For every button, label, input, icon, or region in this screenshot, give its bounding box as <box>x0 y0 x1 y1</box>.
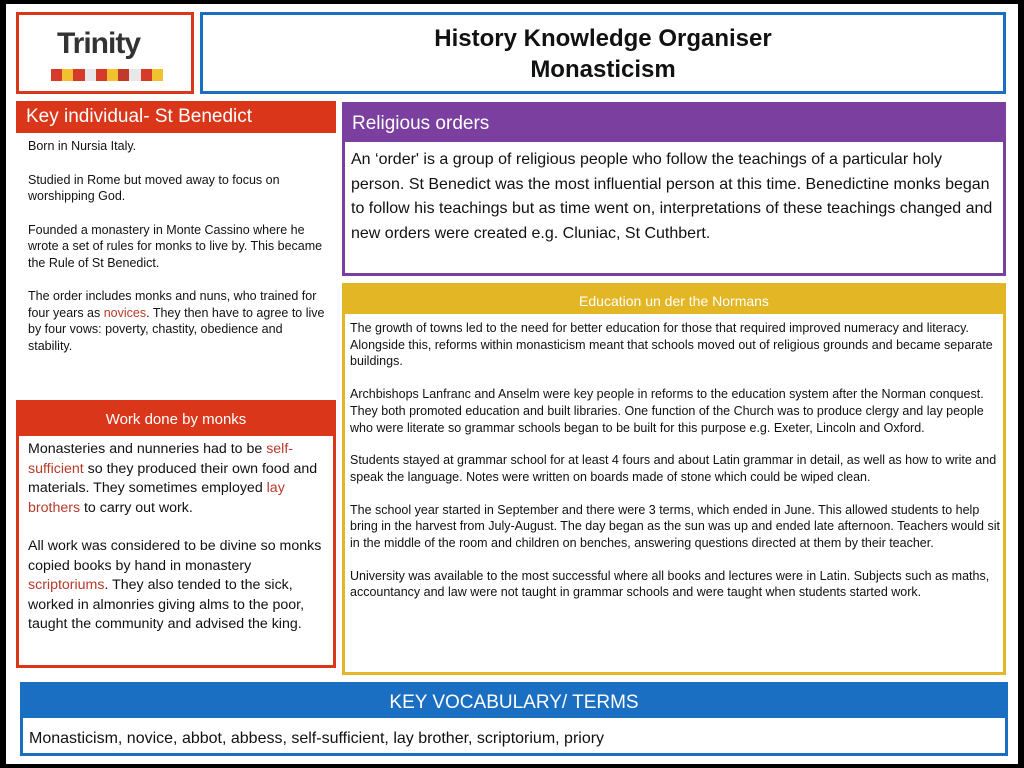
religious-orders-panel <box>342 102 1006 276</box>
page-title: History Knowledge Organiser <box>434 25 772 52</box>
key-vocabulary-heading: KEY VOCABULARY/ TERMS <box>23 685 1005 718</box>
logo-color-stripes <box>51 69 163 81</box>
education-paragraph: Students stayed at grammar school for at least 4 fours and about Latin grammar in detail, as well as how to write and speak the language. Notes were written on boards made of stone which could be wiped clean. <box>350 453 997 484</box>
education-heading: Education un der the Normans <box>345 286 1003 314</box>
key-individual-body <box>16 133 336 385</box>
page-subtitle: Monasticism <box>530 56 676 83</box>
highlighted-term: novices <box>103 305 147 320</box>
logo-stripe <box>118 69 129 81</box>
knowledge-organiser-page <box>6 4 1018 764</box>
highlighted-term: scriptoriums <box>28 577 105 593</box>
text-run: The order includes monks and nuns, who trained for four years as <box>28 289 317 320</box>
title-panel <box>200 12 1006 94</box>
text-run: Monasteries and nunneries had to be <box>28 441 267 457</box>
education-panel <box>342 283 1006 675</box>
religious-orders-body: An ‘order' is a group of religious people who follow the teachings of a particular holy person. St Benedict was the most influential person at this time. Benedictine monks began to follow his teachings but as time went on, interpretations of these teachings changed and new orders were created e.g. Cluniac, St Cuthbert. <box>351 151 993 242</box>
logo-stripe <box>85 69 96 81</box>
logo-stripe <box>152 69 163 81</box>
logo-stripe <box>62 69 73 81</box>
highlighted-term: lay brothers <box>28 480 285 516</box>
key-individual-heading: Key individual- St Benedict <box>16 101 336 133</box>
text-run: . They then have to agree to live by four vows: poverty, chastity, obedience and stability. <box>28 305 325 353</box>
text-run: to carry out work. <box>80 499 193 516</box>
school-logo-panel <box>16 12 194 94</box>
logo-stripe <box>96 69 107 81</box>
education-paragraph: University was available to the most successful where all books and lectures were in Latin. Subjects such as maths, accountancy and law were not taught in grammar schools and were taught when students started work. <box>350 568 990 600</box>
logo-stripe <box>51 69 62 81</box>
logo-stripe <box>141 69 152 81</box>
text-run: . They also tended to the sick, worked in almonries giving alms to the poor, taught the community and advised the king. <box>28 577 305 632</box>
key-individual-paragraph: Studied in Rome but moved away to focus on worshipping God. <box>28 172 280 203</box>
logo-stripe <box>107 69 118 81</box>
education-paragraph: The school year started in September and there were 3 terms, which ended in June. This allowed students to help bring in the harvest from July-August. The day began as the sun was up and ended late afternoon. Teachers would sit in the middle of the room and children on benches, answering questions directed at them by their teacher. <box>350 502 1000 551</box>
logo-wordmark: Trinity <box>57 27 141 60</box>
highlighted-term: self-sufficient <box>28 441 294 477</box>
trinity-logo <box>31 23 179 85</box>
key-individual-paragraph: Founded a monastery in Monte Cassino where he wrote a set of rules for monks to live by. This became the Rule of St Benedict. <box>28 222 323 270</box>
key-vocabulary-terms: Monasticism, novice, abbot, abbess, self-sufficient, lay brother, scriptorium, priory <box>29 730 605 747</box>
logo-stripe <box>129 69 140 81</box>
key-vocabulary-panel <box>20 682 1008 756</box>
work-done-paragraph <box>28 537 332 635</box>
logo-stripe <box>73 69 84 81</box>
work-done-paragraph <box>28 440 332 518</box>
work-done-heading: Work done by monks <box>19 403 333 436</box>
work-done-body <box>28 440 332 654</box>
key-individual-paragraph <box>28 288 328 354</box>
religious-orders-heading: Religious orders <box>345 105 1003 142</box>
education-body <box>350 320 1002 617</box>
education-paragraph: The growth of towns led to the need for better education for those that required improved numeracy and literacy. Alongside this, reforms within monasticism meant that schools moved out of religious grounds and became separate buildings. <box>350 321 993 369</box>
text-run: so they produced their own food and materials. They sometimes employed <box>28 460 318 496</box>
text-run: All work was considered to be divine so monks copied books by hand in monastery <box>28 538 322 574</box>
key-individual-paragraph: Born in Nursia Italy. <box>28 139 137 153</box>
education-paragraph: Archbishops Lanfranc and Anselm were key people in reforms to the education system after the Norman conquest. They both promoted education and built libraries. One function of the Church was to produce clergy and lay people who were literate so grammar schools began to be built for this purpose e.g. Exeter, Lincoln and Oxford. <box>350 387 984 435</box>
work-done-panel <box>16 400 336 668</box>
